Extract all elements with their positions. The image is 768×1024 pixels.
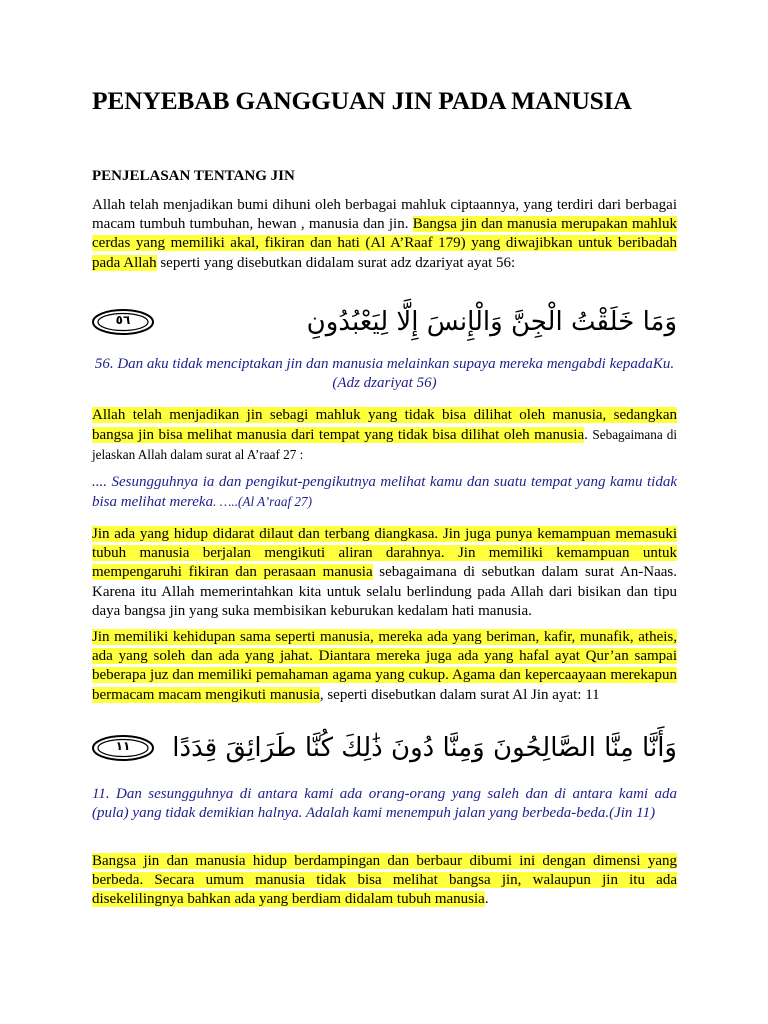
p5-highlight: Bangsa jin dan manusia hidup berdampingan dan berbaur dibumi ini dengan dimensi yang berbeda. Secara umum manusia tidak bisa melihat bangsa jin, walaupun jin itu ada disekelilingnya bahkan ada yang berdiam didalam tubuh manusia — [92, 853, 677, 908]
paragraph-1 — [92, 196, 677, 273]
p1-text-a: Allah telah menjadikan bumi dihuni oleh berbagai mahluk ciptaannya, yang terdiri dari berbagai macam tumbuh tumbuhan, hewan , manusia dan jin. — [92, 197, 677, 233]
p2-highlight: Allah telah menjadikan jin sebagi mahluk yang tidak bisa dilihat oleh manusia, sedangkan bangsa jin bisa melihat manusia dari tempat yang tidak bisa dilihat oleh manusia — [92, 407, 677, 444]
quote-al-araaf-27 — [92, 473, 677, 512]
verse-2-translation: 11. Dan sesungguhnya di antara kami ada orang-orang yang saleh dan di antara kami ada (pula) yang tidak demikian halnya. Adalah kami menempuh jalan yang berbeda-beda.(Jin 11) — [92, 786, 677, 822]
p2-text-a: . — [584, 427, 593, 444]
p2-reference: Sebagaimana di jelaskan Allah dalam surat al A’raaf 27 : — [92, 427, 678, 463]
paragraph-3 — [92, 525, 677, 621]
verse-1-arabic — [92, 302, 677, 342]
p1-text-b: seperti yang disebutkan didalam surat adz dzariyat ayat 56: — [156, 254, 516, 271]
paragraph-5 — [92, 852, 677, 910]
ayah-number-seal — [92, 735, 154, 761]
p3-highlight: Jin ada yang hidup didarat dilaut dan terbang diangkasa. Jin juga punya kemampuan memasuki tubuh manusia berjalan mengikuti aliran darahnya. Jin memiliki kemampuan untuk mempengaruhi fikiran dan perasaan manusia — [92, 526, 677, 581]
quote-1-tail: . …..(Al A’raaf 27) — [213, 494, 312, 510]
document-title: PENYEBAB GANGGUAN JIN PADA MANUSIA — [92, 86, 632, 115]
verse-1-translation: 56. Dan aku tidak menciptakan jin dan manusia melainkan supaya mereka mengabdi kepadaKu. (Adz dzariyat 56) — [94, 356, 675, 392]
verse-2-arabic — [92, 728, 677, 768]
quote-1-main: .... Sesungguhnya ia dan pengikut-pengikutnya melihat kamu dan suatu tempat yang kamu tidak bisa melihat mereka — [92, 474, 677, 511]
p5-text-a: . — [484, 891, 489, 908]
verse-1-arabic-text: وَمَا خَلَقْتُ الْجِنَّ وَالْإِنسَ إِلَّا لِيَعْبُدُونِ — [306, 307, 677, 337]
ayah-number-seal — [92, 309, 154, 335]
ayah-number: ٥٦ — [115, 313, 131, 327]
ayah-number: ١١ — [115, 739, 131, 753]
p1-highlight: Bangsa jin dan manusia merupakan mahluk cerdas yang memiliki akal, fikiran dan hati (Al A’Raaf 179) yang diwajibkan untuk beribadah pada Allah — [92, 216, 677, 271]
paragraph-4 — [92, 628, 677, 705]
p4-highlight: Jin memiliki kehidupan sama seperti manusia, mereka ada yang beriman, kafir, munafik, atheis, ada yang soleh dan ada yang jahat. Diantara mereka juga ada yang hafal ayat Qur’an sampai beberapa juz dan memiliki pemahaman agama yang cukup. Agama dan kepercaayaan merekapun bermacam macam mengikuti manusia — [92, 629, 677, 703]
p3-text-a: sebagaimana di sebutkan dalam surat An-Naas. Karena itu Allah memerintahkan kita untuk selalu berlindung pada Allah dari bisikan dan tipu daya bangsa jin yang suka membisikan keburukan kedalam hati manusia. — [92, 564, 677, 619]
p4-text-a: , seperti disebutkan dalam surat Al Jin ayat: 11 — [319, 686, 600, 703]
section-heading: PENJELASAN TENTANG JIN — [92, 168, 295, 184]
paragraph-2 — [92, 406, 677, 466]
verse-2-arabic-text: وَأَنَّا مِنَّا الصَّالِحُونَ وَمِنَّا دُونَ ذَٰلِكَ كُنَّا طَرَائِقَ قِدَدًا — [172, 733, 677, 763]
